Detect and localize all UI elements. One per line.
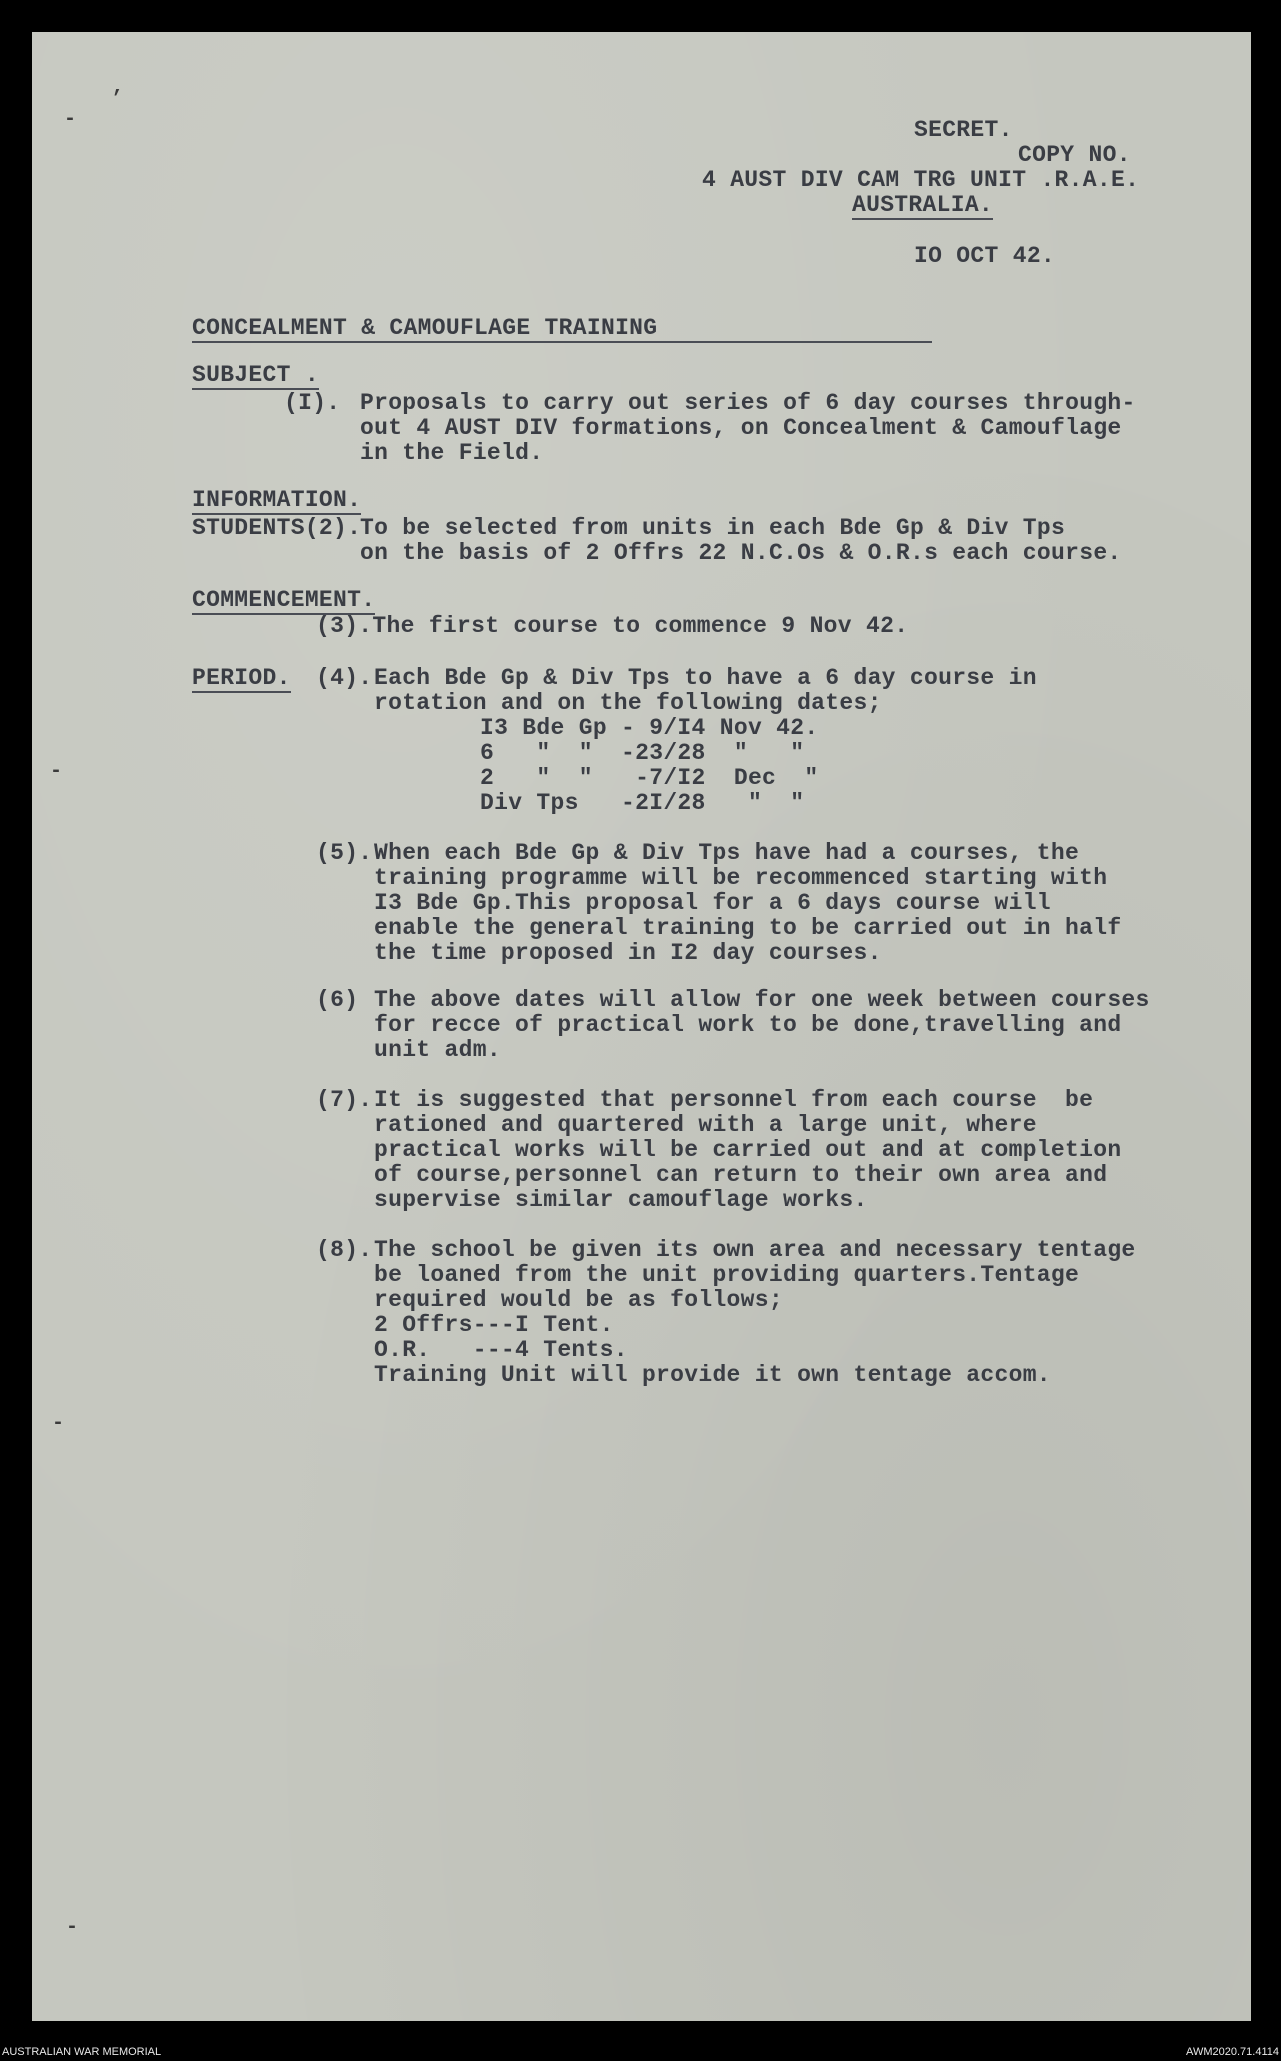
paragraph-line: The above dates will allow for one week between courses [374,987,1150,1013]
paragraph-line: the time proposed in I2 day courses. [374,940,882,966]
paragraph-line: be loaned from the unit providing quarters.Tentage [374,1262,1080,1288]
subject-line: in the Field. [360,440,544,466]
paragraph-number: (5). [316,840,373,866]
paragraph-line: enable the general training to be carried out in half [374,915,1122,941]
period-line: rotation and on the following dates; [374,690,882,716]
pin-hole-mark: - [64,108,77,131]
paragraph-line: practical works will be carried out and at completion [374,1137,1122,1163]
paragraph-line: When each Bde Gp & Div Tps have had a courses, the [374,840,1080,866]
schedule-line: 2 " " -7/I2 Dec " [480,765,819,791]
paragraph-line: The school be given its own area and necessary tentage [374,1237,1136,1263]
schedule-line: 6 " " -23/28 " " [480,740,805,766]
information-heading: INFORMATION. [192,487,362,513]
paragraph-line: required would be as follows; [374,1287,783,1313]
paragraph-line: It is suggested that personnel from each course be [374,1087,1094,1113]
subject-heading: SUBJECT . [192,362,319,388]
commencement-text: (3).The first course to commence 9 Nov 42. [316,613,909,639]
subject-line: out 4 AUST DIV formations, on Concealment & Camouflage [360,415,1122,441]
students-label: STUDENTS(2). [192,515,362,541]
paragraph-line: for recce of practical work to be done,travelling and [374,1012,1122,1038]
information-line: To be selected from units in each Bde Gp & Div Tps [360,515,1066,541]
pin-hole-mark: - [66,1916,79,1939]
paragraph-number: (7). [316,1087,373,1113]
copy-number: COPY NO. [1018,142,1131,168]
paragraph-line: unit adm. [374,1037,501,1063]
footer-accession-number: AWM2020.71.4114 [1186,2046,1279,2058]
country: AUSTRALIA. [852,192,994,218]
period-line: Each Bde Gp & Div Tps to have a 6 day course in [374,665,1037,691]
paragraph-line: O.R. ---4 Tents. [374,1337,628,1363]
document-date: IO OCT 42. [914,243,1056,269]
schedule-line: I3 Bde Gp - 9/I4 Nov 42. [480,715,819,741]
paragraph-number: (8). [316,1237,373,1263]
paragraph-number: (4). [316,665,373,691]
document-title: CONCEALMENT & CAMOUFLAGE TRAINING [192,316,932,343]
paragraph-line: Training Unit will provide it own tentage accom. [374,1362,1051,1388]
paragraph-line: rationed and quartered with a large unit, where [374,1112,1037,1138]
footer-credit: AUSTRALIAN WAR MEMORIAL [2,2046,162,2058]
pin-hole-mark: - [50,760,63,783]
unit-name: 4 AUST DIV CAM TRG UNIT .R.A.E. [702,167,1140,193]
paragraph-line: supervise similar camouflage works. [374,1187,868,1213]
paragraph-number: (6) [316,987,359,1013]
staple-mark: , [112,76,125,99]
pin-hole-mark: - [52,1412,65,1435]
information-line: on the basis of 2 Offrs 22 N.C.Os & O.R.s each course. [360,540,1122,566]
period-heading: PERIOD. [192,665,291,691]
schedule-line: Div Tps -2I/28 " " [480,790,805,816]
paragraph-number: (I). [284,390,341,416]
commencement-heading: COMMENCEMENT. [192,587,376,613]
paragraph-line: I3 Bde Gp.This proposal for a 6 days course will [374,890,1051,916]
classification: SECRET. [914,117,1013,143]
paragraph-line: of course,personnel can return to their own area and [374,1162,1108,1188]
subject-line: Proposals to carry out series of 6 day courses through- [360,390,1136,416]
paragraph-line: training programme will be recommenced starting with [374,865,1108,891]
paragraph-line: 2 Offrs---I Tent. [374,1312,614,1338]
